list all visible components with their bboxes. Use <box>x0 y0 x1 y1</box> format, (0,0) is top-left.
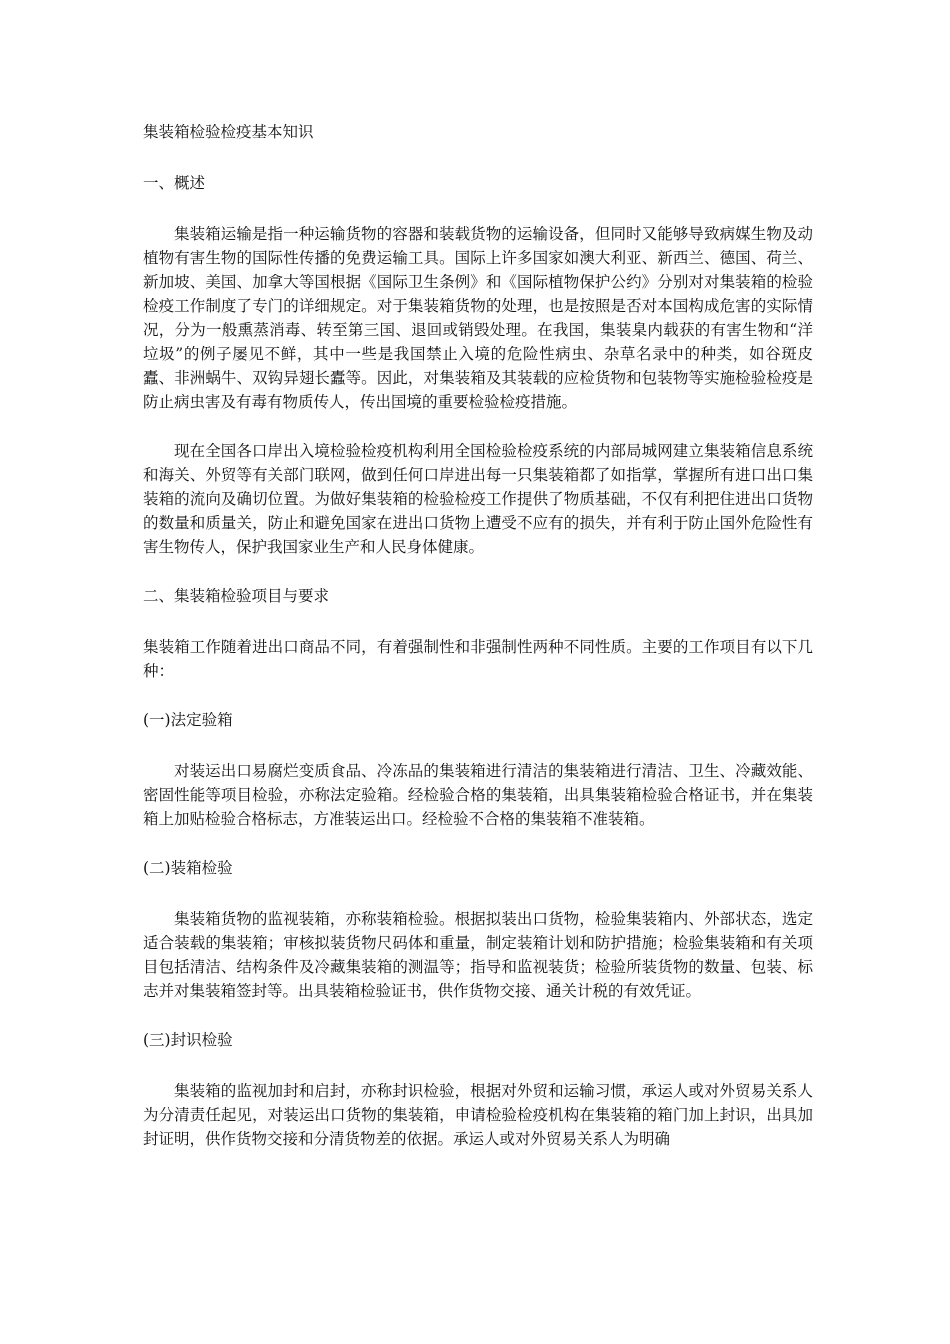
subsection-heading-seal: (三)封识检验 <box>143 1031 233 1049</box>
subsection-heading-statutory: (一)法定验箱 <box>143 711 233 729</box>
subsection-heading-loading: (二)装箱检验 <box>143 859 233 877</box>
document-title: 集装箱检验检疫基本知识 <box>143 123 314 141</box>
document-page <box>143 120 813 1176</box>
section-heading-inspection-items: 二、集装箱检验项目与要求 <box>143 587 330 605</box>
statutory-paragraph: 对装运出口易腐烂变质食品、冷冻品的集装箱进行清洁的集装箱进行清洁、卫生、冷藏效能、密固性能等项目检验，亦称法定验箱。经检验合格的集装箱，出具集装箱检验合格证书，并在集装箱上加贴检验合格标志，方准装运出口。经检验不合格的集装箱不准装箱。 <box>143 762 813 828</box>
overview-paragraph-1: 集装箱运输是指一种运输货物的容器和装载货物的运输设备，但同时又能够导致病媒生物及动植物有害生物的国际性传播的免费运输工具。国际上许多国家如澳大利亚、新西兰、德国、荷兰、新加坡、美国、加拿大等国根据《国际卫生条例》和《国际植物保护公约》分别对对集装箱的检验检疫工作制度了专门的详细规定。对于集装箱货物的处理，也是按照是否对本国构成危害的实际情况，分为一般熏蒸消毒、转至第三国、退回或销毁处理。在我国，集装臬内载获的有害生物和“洋垃圾”的例子屡见不鲜，其中一些是我国禁止入境的危险性病虫、杂草名录中的种类，如谷斑皮蠹、非洲蜗牛、双钩异翅长蠹等。因此，对集装箱及其装载的应检货物和包装物等实施检验检疫是防止病虫害及有毒有物质传人，传出国境的重要检验检疫措施。 <box>143 225 813 411</box>
seal-paragraph: 集装箱的监视加封和启封，亦称封识检验，根据对外贸和运输习惯，承运人或对外贸易关系人为分清责任起见，对装运出口货物的集装箱，申请检验检疫机构在集装箱的箱门加上封识，出具加封证明，供作货物交接和分清货物差的依据。承运人或对外贸易关系人为明确 <box>143 1082 813 1148</box>
inspection-items-intro: 集装箱工作随着进出口商品不同，有着强制性和非强制性两种不同性质。主要的工作项目有以下几种： <box>143 638 813 680</box>
loading-paragraph: 集装箱货物的监视装箱，亦称装箱检验。根据拟装出口货物，检验集装箱内、外部状态，选定适合装载的集装箱；审核拟装货物尺码体和重量，制定装箱计划和防护措施；检验集装箱和有关项目包括清洁、结构条件及冷藏集装箱的测温等；指导和监视装货；检验所装货物的数量、包装、标志并对集装箱签封等。出具装箱检验证书，供作货物交接、通关计税的有效凭证。 <box>143 910 813 1000</box>
section-heading-overview: 一、概述 <box>143 174 206 192</box>
overview-paragraph-2: 现在全国各口岸出入境检验检疫机构利用全国检验检疫系统的内部局城网建立集装箱信息系统和海关、外贸等有关部门联网，做到任何口岸进出每一只集装箱都了如指掌，掌握所有进口出口集装箱的流向及确切位置。为做好集装箱的检验检疫工作提供了物质基础，不仅有利把住进出口货物的数量和质量关，防止和避免国家在进出口货物上遭受不应有的损失，并有利于防止国外危险性有害生物传人，保护我国家业生产和人民身体健康。 <box>143 442 813 556</box>
